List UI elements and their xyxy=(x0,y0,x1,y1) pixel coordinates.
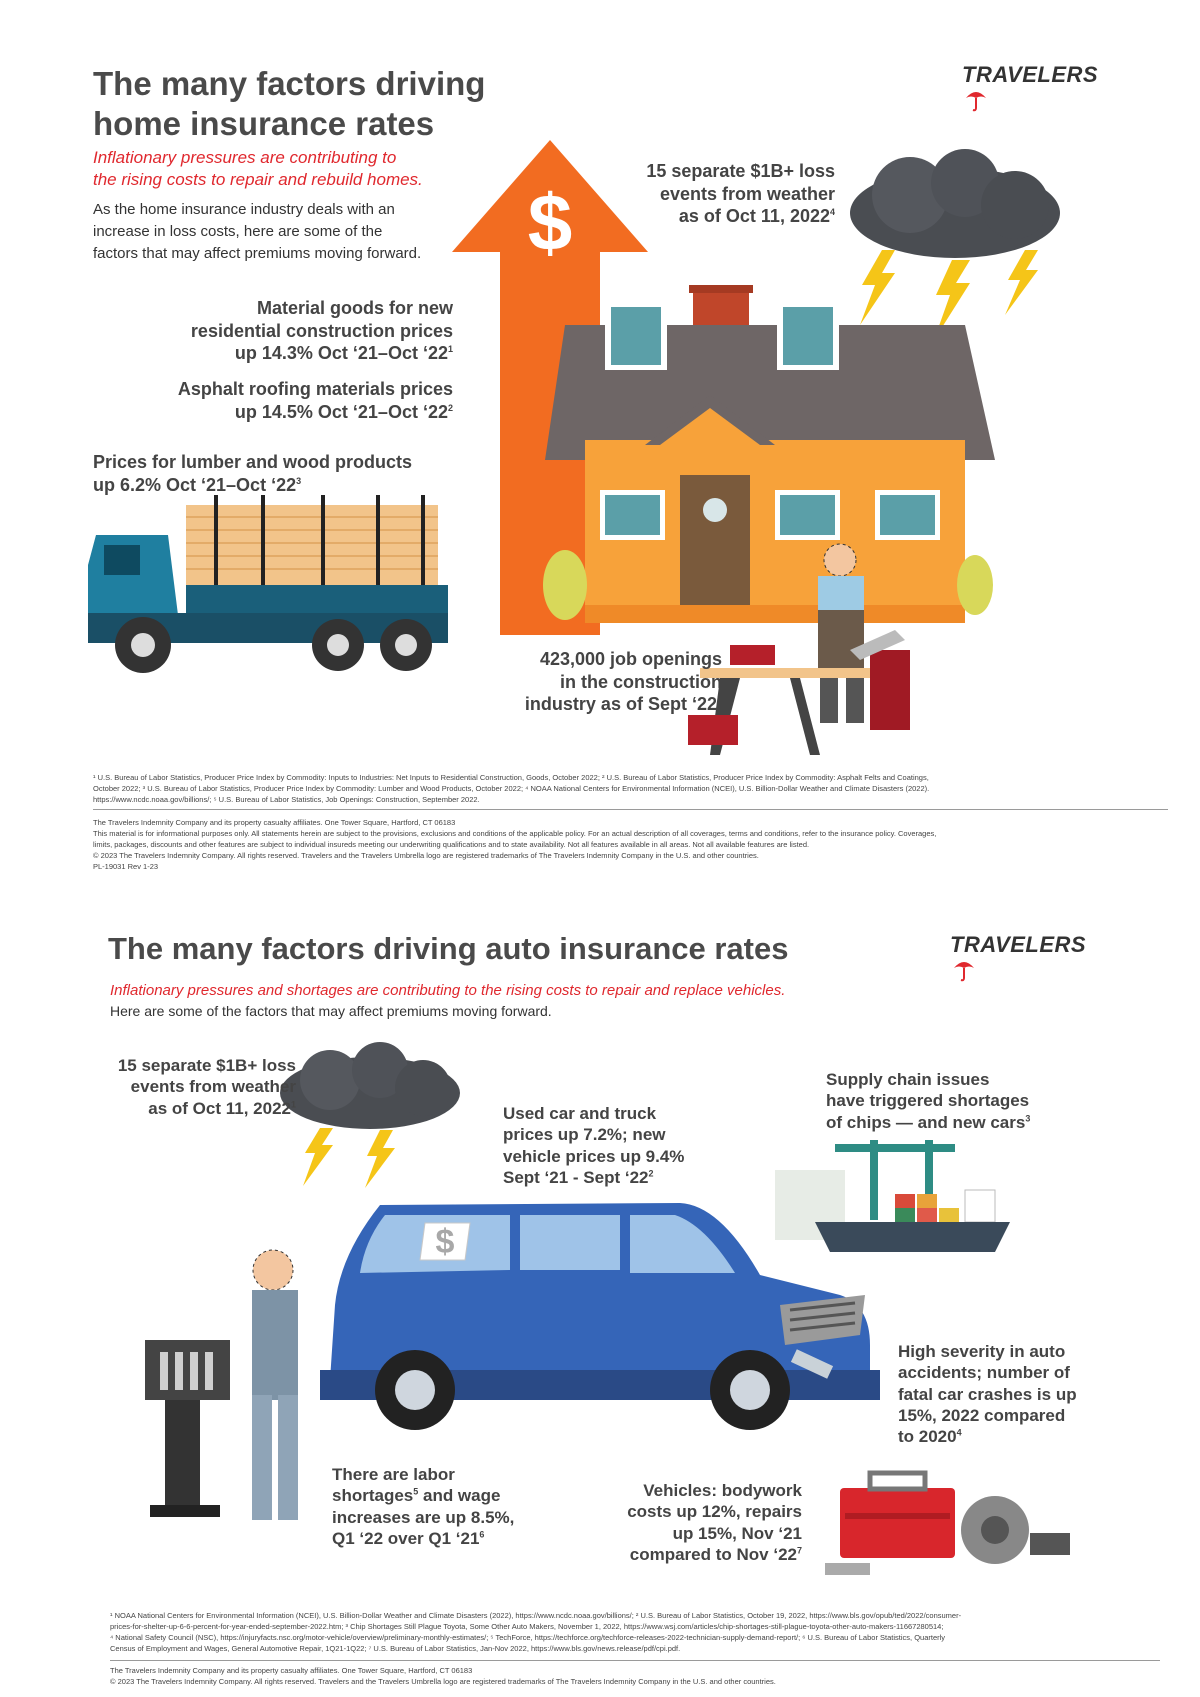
home-legal-line-2: limits, packages, discounts and other features are subject to individual insureds meeting our underwriting qualifications and to state availability. Not all features available in all areas. Not all available features are listed. xyxy=(93,839,810,849)
divider xyxy=(110,1660,1160,1661)
used-car-line-2: prices up 7.2%; new xyxy=(503,1125,666,1145)
home-intro-line-1: As the home insurance industry deals with an xyxy=(93,201,395,218)
auto-intro: Here are some of the factors that may affect premiums moving forward. xyxy=(110,1003,552,1019)
asphalt-line-1: Asphalt roofing materials prices xyxy=(177,379,453,399)
home-title-line-2: home insurance rates xyxy=(93,104,435,142)
jobs-line-3: industry as of Sept ‘22 xyxy=(524,694,717,714)
labor-line-3: increases are up 8.5%, xyxy=(332,1507,515,1527)
auto-sources-line-3: ⁴ National Safety Council (NSC), https://injuryfacts.nsc.org/motor-vehicle/overview/preliminary-monthly-estimates/; ⁵ TechForce, https://techforce.org/techforce-releases-2022-technician-supply-demand-report/; ⁶ U.S. Bureau of Labor Statistics, Quarterly xyxy=(110,1632,946,1642)
dollar-sign-icon: $ xyxy=(527,178,573,267)
jobs-line-1: 423,000 job openings xyxy=(539,649,722,669)
home-subtitle-line-1: Inflationary pressures are contributing to xyxy=(93,148,397,167)
home-subtitle-line-2: the rising costs to repair and rebuild homes. xyxy=(93,170,423,190)
bodywork-line-4: compared to Nov ‘22 xyxy=(629,1544,797,1564)
construction-jobs-stat xyxy=(430,648,722,716)
footnote-ref: 5 xyxy=(716,695,722,705)
material-line-2: residential construction prices xyxy=(190,320,453,341)
home-legal-code: PL-19031 Rev 1-23 xyxy=(93,861,159,871)
home-title-line-1: The many factors driving xyxy=(93,65,486,102)
construction-worker-illustration xyxy=(680,540,970,760)
auto-sources-line-1: ¹ NOAA National Centers for Environmental Information (NCEI), U.S. Billion-Dollar Weather and Climate Disasters (2022), https://www.ncdc.noaa.gov/billions/; ² U.S. Bureau of Labor Statistics, October 19, 2022, https://www.bls.gov/opub/ted/2022/consumer- xyxy=(110,1611,962,1620)
material-line-3: up 14.3% Oct ‘21–Oct ‘22 xyxy=(234,343,448,363)
home-sources xyxy=(93,773,1110,806)
material-line-1: Material goods for new xyxy=(256,298,453,318)
labor-line-1: There are labor xyxy=(332,1465,455,1484)
travelers-logo-text: TRAVELERS xyxy=(950,932,1087,957)
auto-legal-address: The Travelers Indemnity Company and its property casualty affiliates. One Tower Square, Hartford, CT 06183 xyxy=(110,1666,473,1675)
home-intro-line-3: factors that may affect premiums moving forward. xyxy=(93,244,422,262)
auto-parts-illustration xyxy=(825,1468,1075,1578)
home-weather-line-2: events from weather xyxy=(659,183,835,204)
lightning-bolt-icon xyxy=(1005,250,1038,315)
auto-weather-line-1: 15 separate $1B+ loss xyxy=(117,1056,296,1075)
used-car-line-3: vehicle prices up 9.4% xyxy=(503,1146,685,1166)
travelers-logo xyxy=(950,932,1086,982)
bodywork-stat xyxy=(590,1480,802,1565)
home-title xyxy=(93,64,485,143)
home-sources-line-2: October 2022; ³ U.S. Bureau of Labor Statistics, Producer Price Index by Commodity: Lumber and Wood Products, October 2022; ⁴ NOAA National Centers for Environmental Information (NCEI), U.S. Billion-Dollar Weather and Climate Disasters (2022). xyxy=(93,783,930,793)
auto-sources-line-4: Census of Employment and Wages, General Automotive Repair, 1Q21-1Q22; ⁷ U.S. Bureau of Labor Statistics, Jan-Nov 2022, https://www.bls.gov/news.release/pdf/cpi.pdf. xyxy=(110,1643,681,1653)
umbrella-icon xyxy=(952,958,976,982)
umbrella-icon xyxy=(964,88,988,112)
auto-weather-line-3: as of Oct 11, 2022 xyxy=(148,1098,291,1118)
lightning-bolt-icon xyxy=(303,1128,333,1186)
jobs-line-2: in the construction xyxy=(560,671,722,692)
footnote-ref: 3 xyxy=(296,475,302,486)
footnote-ref: 7 xyxy=(796,1545,802,1556)
travelers-logo xyxy=(962,62,1098,112)
labor-line-4: Q1 ‘22 over Q1 ‘21 xyxy=(332,1528,480,1548)
material-goods-stat xyxy=(120,297,453,365)
footnote-ref: 3 xyxy=(1025,1112,1031,1123)
labor-line-2b: and wage xyxy=(418,1486,501,1506)
home-sources-line-3: https://www.ncdc.noaa.gov/billions/; ⁵ U.S. Bureau of Labor Statistics, Job Openings: Construction, September 2022. xyxy=(93,794,480,804)
auto-sources xyxy=(110,1611,1110,1655)
asphalt-stat xyxy=(120,378,453,423)
lumber-line-1: Prices for lumber and wood products xyxy=(93,452,413,472)
asphalt-line-2: up 14.5% Oct ‘21–Oct ‘22 xyxy=(234,401,448,422)
severity-line-1: High severity in auto xyxy=(898,1342,1066,1361)
severity-line-4: 15%, 2022 compared xyxy=(898,1405,1066,1425)
dollar-sign-icon: $ xyxy=(435,1223,455,1261)
footnote-ref: 5 xyxy=(413,1486,419,1497)
supply-chain-stat xyxy=(826,1069,1066,1133)
lumber-truck-illustration xyxy=(88,495,473,695)
footnote-ref: 1 xyxy=(447,344,453,354)
used-car-stat xyxy=(503,1103,718,1188)
severity-line-2: accidents; number of xyxy=(898,1363,1070,1383)
bodywork-line-2: costs up 12%, repairs xyxy=(627,1502,802,1522)
divider xyxy=(93,809,1168,810)
home-legal-line-1: This material is for informational purposes only. All statements herein are subject to the provisions, exclusions and conditions of the applicable policy. For an actual description of all coverages, terms and conditions, refer to the insurance policy. Coverages, xyxy=(93,828,937,838)
auto-title: The many factors driving auto insurance rates xyxy=(108,931,789,966)
home-legal-address: The Travelers Indemnity Company and its property casualty affiliates. One Tower Square, Hartford, CT 06183 xyxy=(93,818,456,827)
home-weather-stat xyxy=(560,160,835,228)
storm-cloud-icon xyxy=(275,1048,465,1198)
footnote-ref: 4 xyxy=(956,1427,962,1438)
mechanic-illustration xyxy=(140,1240,330,1530)
home-weather-line-1: 15 separate $1B+ loss xyxy=(646,161,835,181)
used-car-line-1: Used car and truck xyxy=(503,1104,657,1123)
footnote-ref: 2 xyxy=(447,402,453,413)
auto-weather-line-2: events from weather xyxy=(130,1077,296,1097)
lightning-bolt-icon xyxy=(365,1130,395,1188)
supply-line-2: have triggered shortages xyxy=(826,1091,1030,1111)
auto-legal xyxy=(110,1666,1110,1688)
supply-line-3: of chips — and new cars xyxy=(826,1112,1026,1132)
labor-shortage-stat xyxy=(332,1464,557,1549)
auto-weather-stat xyxy=(98,1055,296,1119)
blue-suv-illustration xyxy=(320,1185,880,1435)
bodywork-line-1: Vehicles: bodywork xyxy=(643,1481,802,1500)
home-intro xyxy=(93,199,433,264)
home-intro-line-2: increase in loss costs, here are some of the xyxy=(93,222,383,240)
supply-line-1: Supply chain issues xyxy=(826,1070,990,1089)
footnote-ref: 6 xyxy=(479,1529,485,1540)
auto-subtitle: Inflationary pressures and shortages are contributing to the rising costs to repair and replace vehicles. xyxy=(110,982,786,999)
lumber-line-2: up 6.2% Oct ‘21–Oct ‘22 xyxy=(93,474,297,495)
used-car-line-4: Sept ‘21 - Sept ‘22 xyxy=(503,1167,649,1187)
lumber-stat xyxy=(93,451,453,496)
home-legal xyxy=(93,818,1110,872)
travelers-logo-text: TRAVELERS xyxy=(962,62,1099,87)
severity-line-5: to 2020 xyxy=(898,1427,957,1446)
bodywork-line-3: up 15%, Nov ‘21 xyxy=(672,1523,802,1543)
footnote-ref: 4 xyxy=(829,207,835,217)
home-sources-line-1: ¹ U.S. Bureau of Labor Statistics, Producer Price Index by Commodity: Inputs to Industries: Net Inputs to Residential Construction, Goods, October 2022; ² U.S. Bureau of Labor Statistics, Producer Price Index by Commodity: Asphalt Felts and Coatings, xyxy=(93,773,929,782)
footnote-ref: 2 xyxy=(648,1168,654,1179)
home-legal-copyright: © 2023 The Travelers Indemnity Company. All rights reserved. Travelers and the Travelers Umbrella logo are registered trademarks of The Travelers Indemnity Company in the U.S. and other countries. xyxy=(93,850,759,860)
footnote-ref: 1 xyxy=(290,1098,296,1109)
home-subtitle xyxy=(93,147,423,191)
severity-line-3: fatal car crashes is up xyxy=(898,1384,1077,1404)
accident-severity-stat xyxy=(898,1341,1118,1447)
auto-legal-copyright: © 2023 The Travelers Indemnity Company. All rights reserved. Travelers and the Travelers Umbrella logo are registered trademarks of The Travelers Indemnity Company in the U.S. and other countries. xyxy=(110,1676,776,1686)
home-weather-line-3: as of Oct 11, 2022 xyxy=(678,206,830,226)
auto-sources-line-2: prices-for-shelter-up-6-6-percent-for-year-ended-september-2022.htm; ³ Chip Shortages Still Plague Toyota, Some Other Auto Makers, November 1, 2022, https://www.wsj.com/articles/chip-shortages-still-plague-toyota-other-auto-makers-11667280514; xyxy=(110,1621,944,1631)
labor-line-2a: shortages xyxy=(332,1486,414,1506)
